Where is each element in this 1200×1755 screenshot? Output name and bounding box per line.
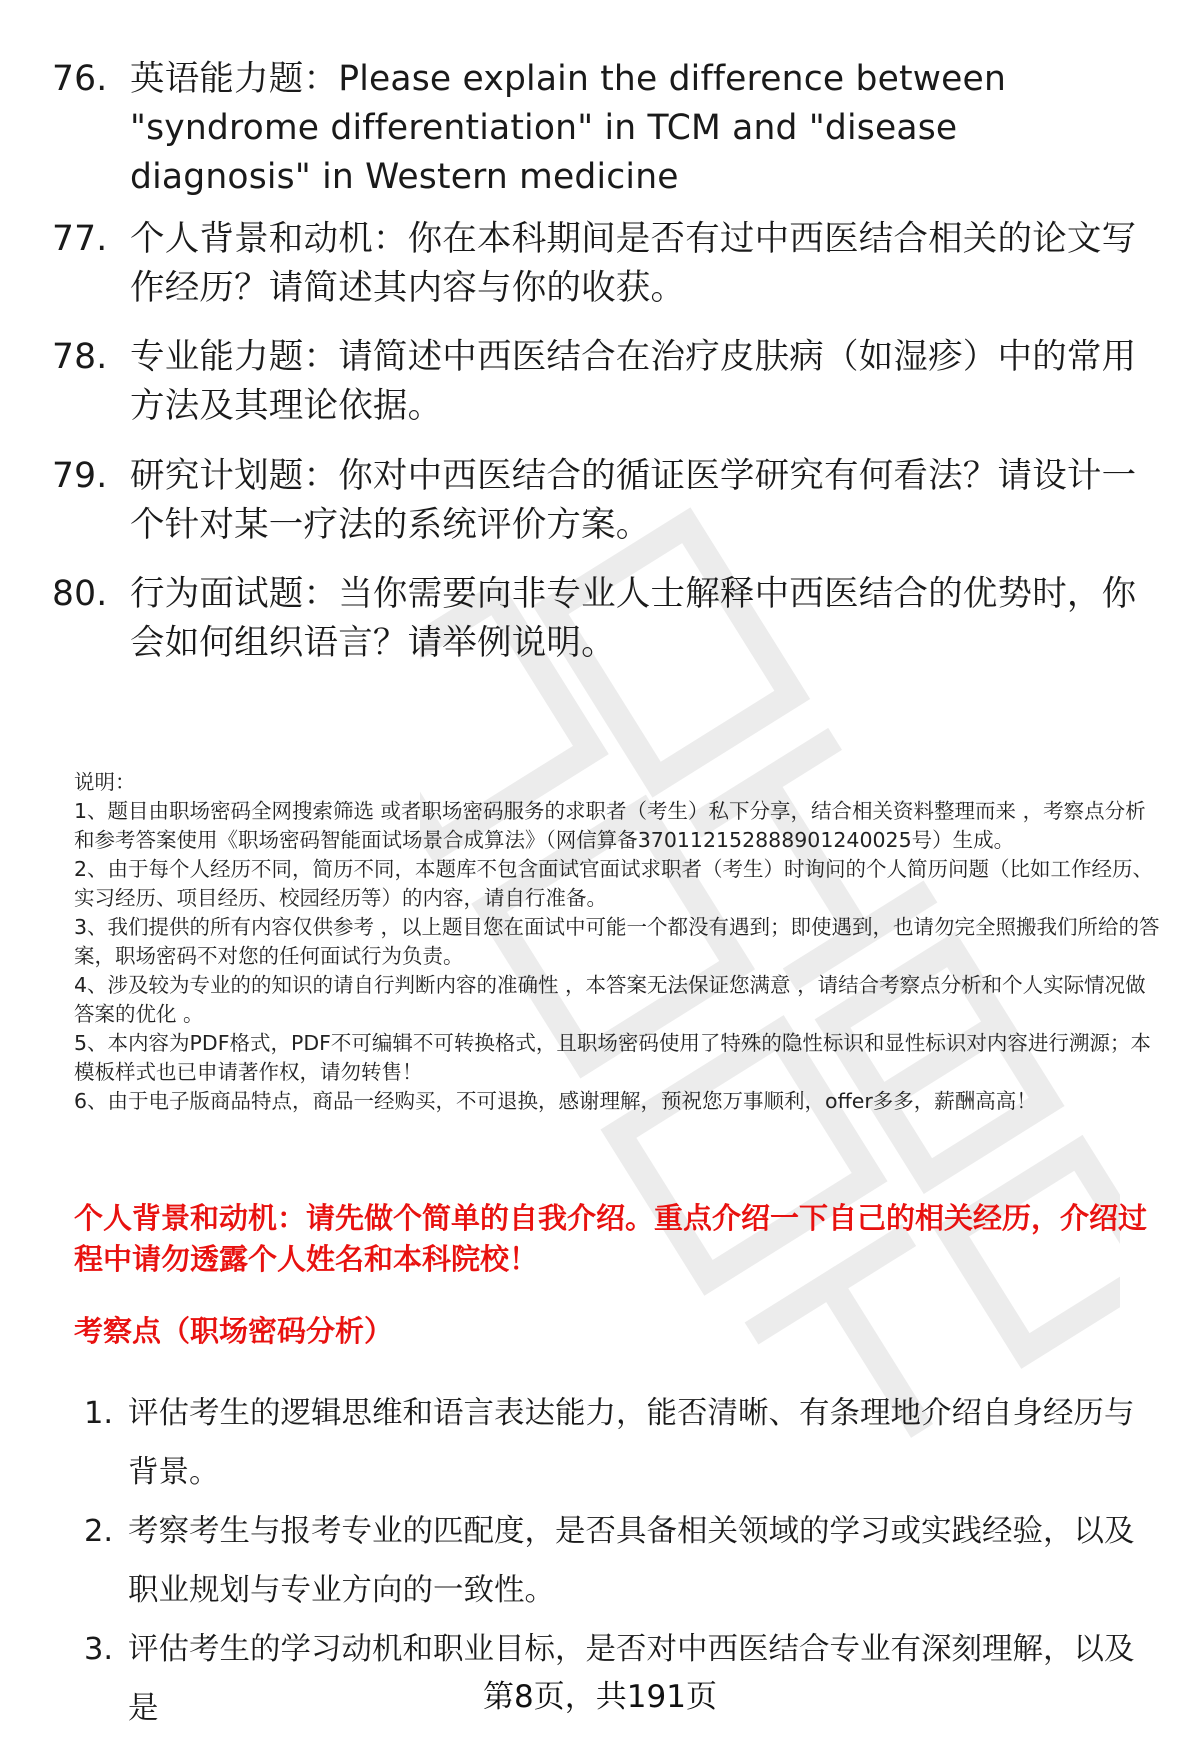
question-text: 英语能力题：Please explain the difference between "syndrome differentiation" in TCM and "disease diagnosis" in Western medicine <box>130 59 1007 197</box>
note-item: 3、我们提供的所有内容仅供参考 ，以上题目您在面试中可能一个都没有遇到；即使遇到，也请勿完全照搬我们所给的答案，职场密码不对您的任何面试行为负责。 <box>74 915 1160 968</box>
question-text: 行为面试题：当你需要向非专业人士解释中西医结合的优势时，你会如何组织语言？请举例说明。 <box>130 574 1137 663</box>
point-text: 考察考生与报考专业的匹配度，是否具备相关领域的学习或实践经验，以及职业规划与专业方向的一致性。 <box>128 1514 1135 1608</box>
point-text: 评估考生的逻辑思维和语言表达能力，能否清晰、有条理地介绍自身经历与背景。 <box>128 1396 1135 1490</box>
analysis-point <box>84 1384 1154 1502</box>
note-item: 1、题目由职场密码全网搜索筛选 或者职场密码服务的求职者（考生）私下分享，结合相关资料整理而来 ，考察点分析和参考答案使用《职场密码智能面试场景合成算法》（网信算备370112152888901240025号）生成。 <box>74 799 1146 852</box>
question-78 <box>52 333 1147 431</box>
featured-question: 个人背景和动机：请先做个简单的自我介绍。重点介绍一下自己的相关经历，介绍过程中请勿透露个人姓名和本科院校！ <box>74 1201 1148 1276</box>
point-text: 评估考生的学习动机和职业目标，是否对中西医结合专业有深刻理解，以及是 <box>128 1632 1135 1726</box>
question-text: 研究计划题：你对中西医结合的循证医学研究有何看法？请设计一个针对某一疗法的系统评价方案。 <box>130 456 1137 545</box>
point-number: 1. <box>84 1396 114 1431</box>
question-77 <box>52 215 1147 313</box>
page-footer: 第8页，共191页 <box>483 1679 717 1715</box>
point-number: 2. <box>84 1514 114 1549</box>
note-item: 4、涉及较为专业的的知识的请自行判断内容的准确性 ，本答案无法保证您满意 ，请结合考察点分析和个人实际情况做答案的优化 。 <box>74 973 1146 1026</box>
question-number: 78. <box>52 337 108 377</box>
note-item: 5、本内容为PDF格式，PDF不可编辑不可转换格式，且职场密码使用了特殊的隐性标识和显性标识对内容进行溯源；本模板样式也已申请著作权，请勿转售！ <box>74 1031 1151 1084</box>
disclaimer-notes <box>74 768 1164 1116</box>
question-text: 专业能力题：请简述中西医结合在治疗皮肤病（如湿疹）中的常用方法及其理论依据。 <box>130 337 1137 426</box>
notes-heading: 说明： <box>74 770 136 794</box>
note-item: 6、由于电子版商品特点，商品一经购买，不可退换，感谢理解，预祝您万事顺利，offer多多，薪酬高高！ <box>74 1089 1037 1113</box>
note-item: 2、由于每个人经历不同，简历不同，本题库不包含面试官面试求职者（考生）时询问的个人简历问题（比如工作经历、实习经历、项目经历、校园经历等）的内容，请自行准备。 <box>74 857 1154 910</box>
question-text: 个人背景和动机：你在本科期间是否有过中西医结合相关的论文写作经历？请简述其内容与你的收获。 <box>130 219 1137 308</box>
question-number: 77. <box>52 219 108 259</box>
analysis-point <box>84 1502 1154 1620</box>
question-76 <box>52 55 1147 202</box>
question-number: 80. <box>52 574 108 614</box>
question-number: 76. <box>52 59 108 99</box>
question-79 <box>52 452 1147 550</box>
analysis-heading: 考察点（职场密码分析） <box>74 1314 394 1348</box>
question-number: 79. <box>52 456 108 496</box>
question-80 <box>52 570 1147 668</box>
point-number: 3. <box>84 1632 114 1667</box>
